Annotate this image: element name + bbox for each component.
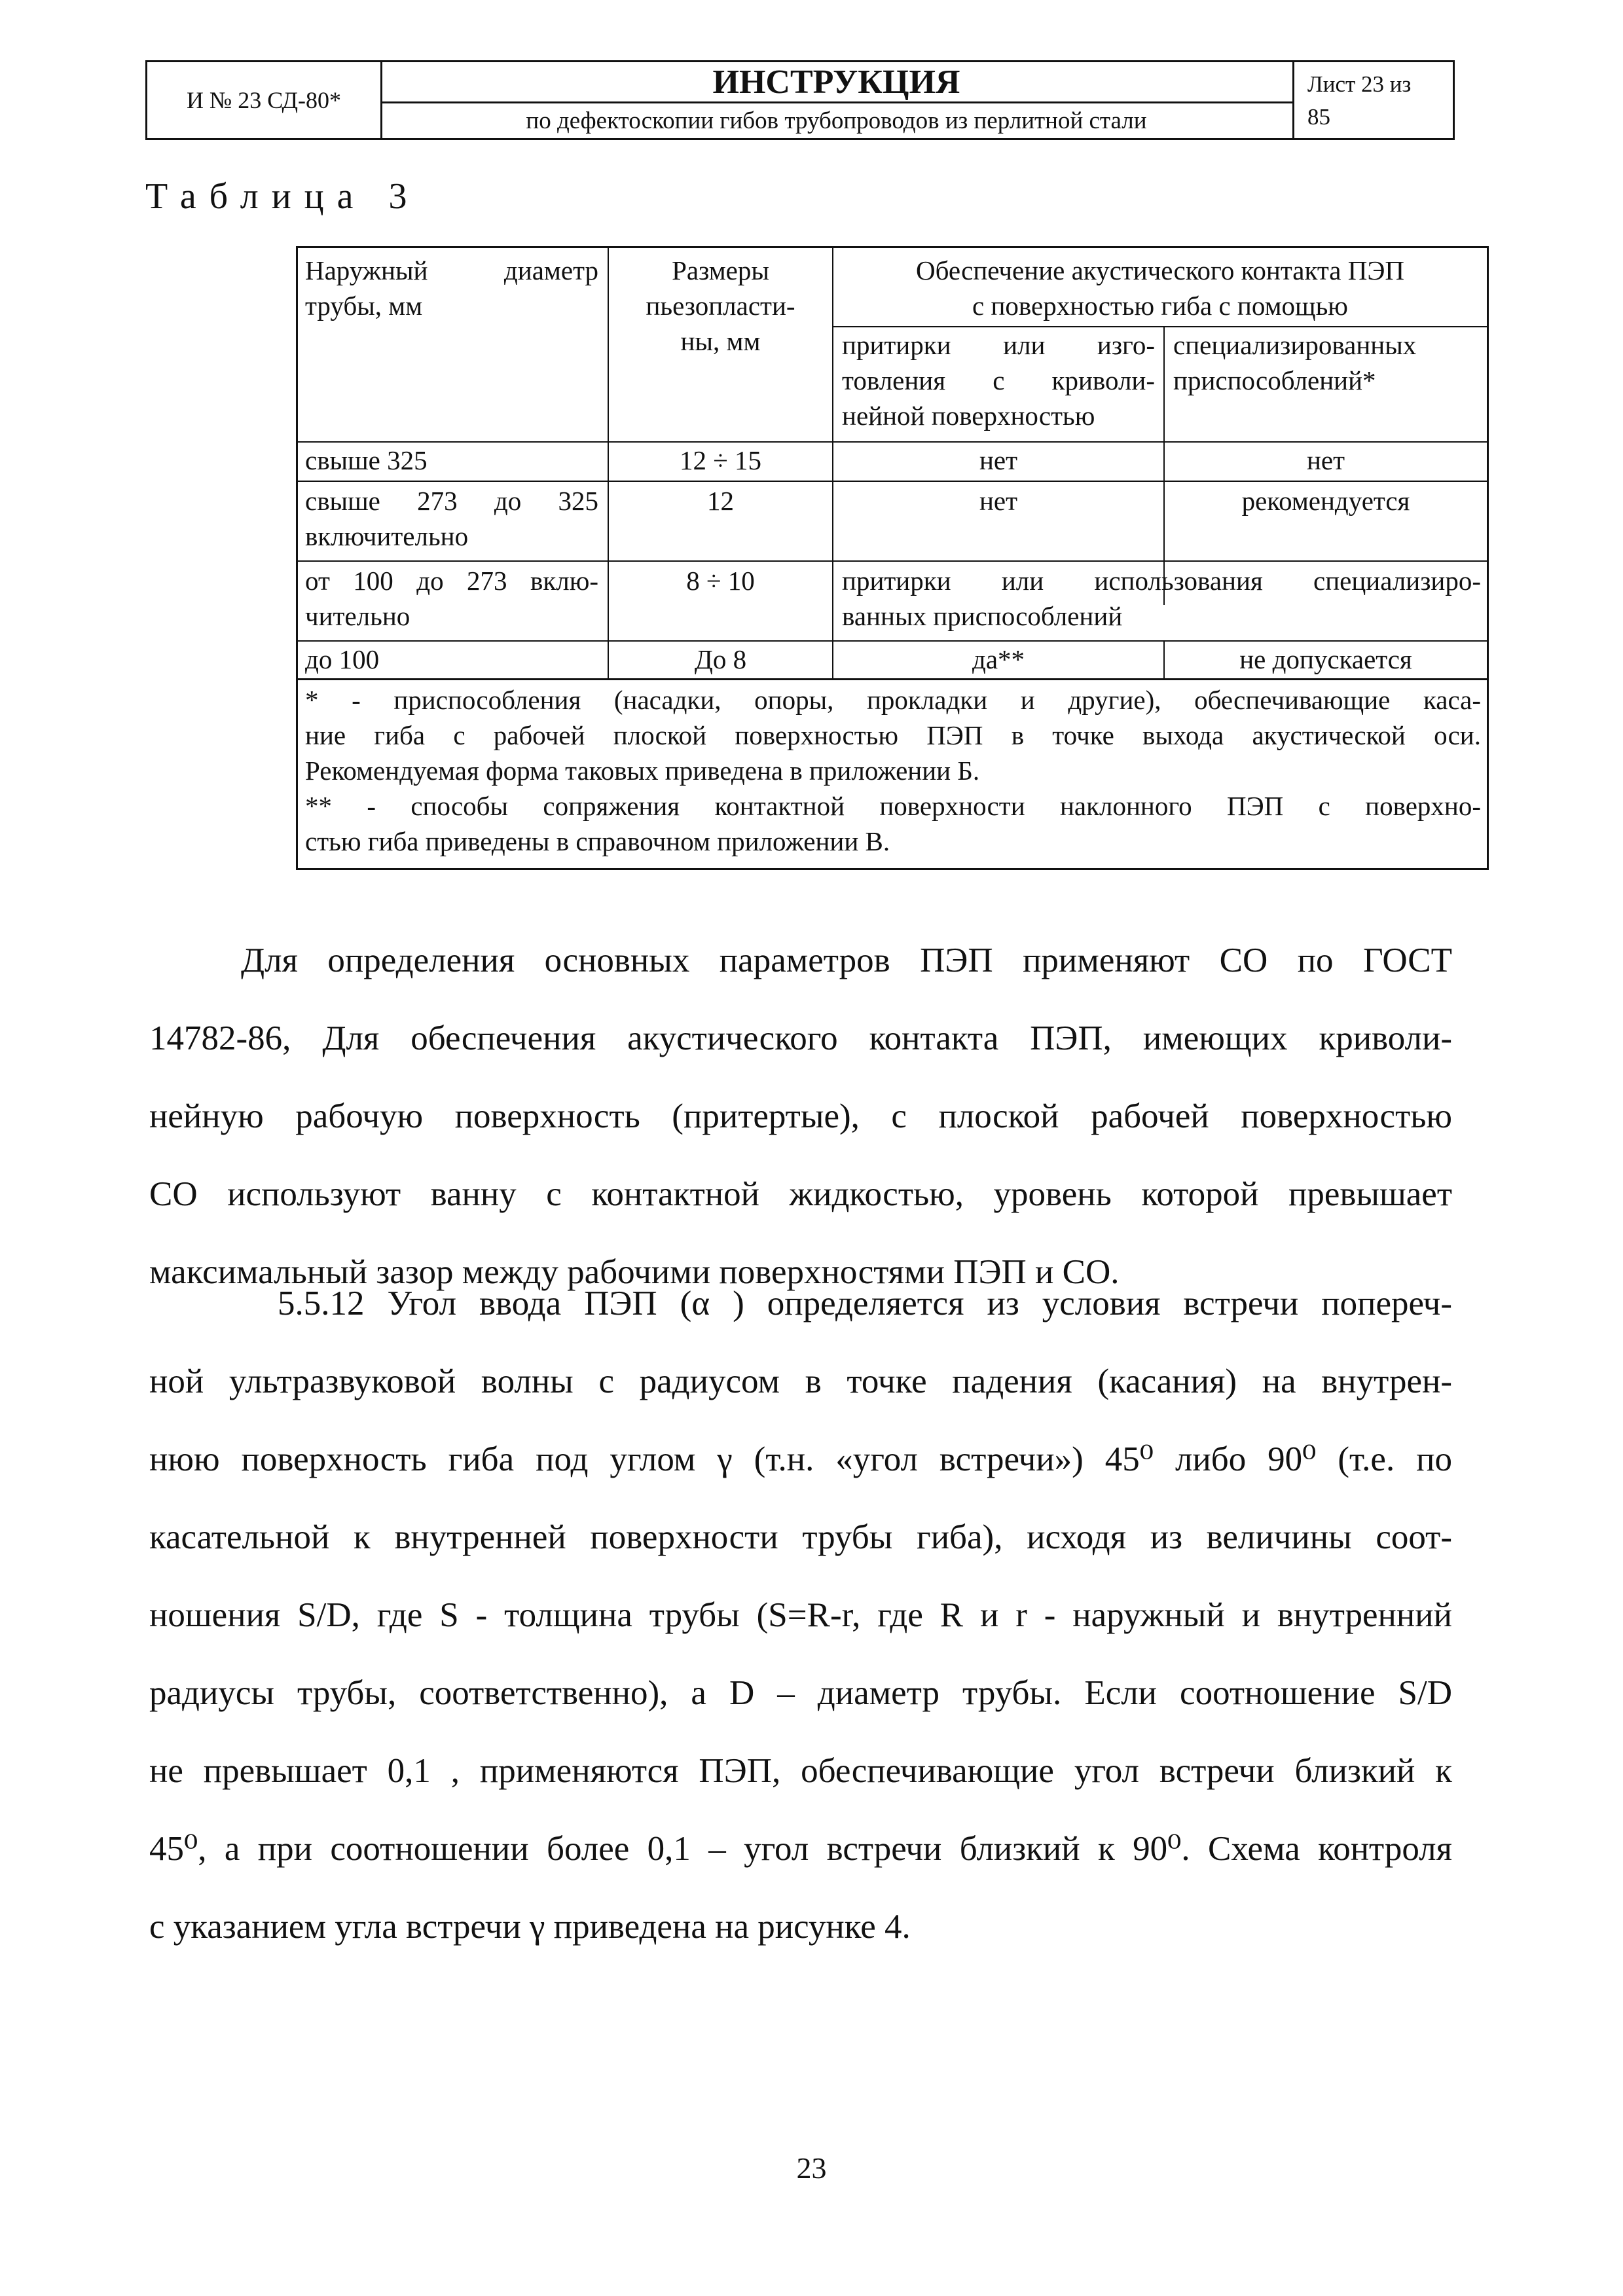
doc-subtitle: по дефектоскопии гибов трубопроводов из перлитной стали xyxy=(526,107,1147,134)
text-line: 14782-86, Для обеспечения акустического контакта ПЭП, имеющих криволи- xyxy=(149,1019,1452,1057)
cell-line: чительно xyxy=(305,601,410,631)
paragraph-2 xyxy=(149,1265,1452,1966)
text-line: 45⁰, а при соотношении более 0,1 – угол встречи близкий к 90⁰. Схема контроля xyxy=(149,1830,1452,1868)
text-line: с указанием угла встречи γ приведена на рисунке 4. xyxy=(149,1908,911,1946)
text-line: радиусы трубы, соответственно), а D – диаметр трубы. Если соотношение S/D xyxy=(149,1674,1452,1712)
row4-size: До 8 xyxy=(694,644,747,674)
header-cell-size xyxy=(609,253,832,359)
cell-line: свыше 273 до 325 xyxy=(305,486,598,516)
cell-line: товления с криволи- xyxy=(842,365,1155,395)
text-line: ной ультразвуковой волны с радиусом в точке падения (касания) на внутрен- xyxy=(149,1362,1452,1400)
table-row-divider xyxy=(296,481,1489,482)
row1-lapping: нет xyxy=(979,445,1018,475)
table-3 xyxy=(296,246,1489,870)
table-border-bottom xyxy=(296,868,1489,870)
cell-line: Наружный диаметр xyxy=(305,255,598,285)
cell-line: Обеспечение акустического контакта ПЭП xyxy=(915,255,1405,285)
header-cell-diameter-line2: трубы, мм xyxy=(305,291,423,321)
row1-diameter: свыше 325 xyxy=(305,445,428,475)
cell-line: ванных приспособлений xyxy=(842,601,1123,631)
header-cell-special xyxy=(1173,327,1481,398)
row2-special: рекомендуется xyxy=(1241,486,1410,516)
table-caption: Таблица 3 xyxy=(145,176,420,217)
text-line: нейную рабочую поверхность (притертые), с плоской рабочей поверхностью xyxy=(149,1097,1452,1135)
cell-line: специализированных xyxy=(1173,330,1417,360)
text-line: максимальный зазор между рабочими поверхностями ПЭП и СО. xyxy=(149,1253,1120,1291)
text-line: 5.5.12 Угол ввода ПЭП (α ) определяется из условия встречи попереч- xyxy=(278,1285,1452,1322)
document-header xyxy=(145,60,1455,140)
text-line: не превышает 0,1 , применяются ПЭП, обеспечивающие угол встречи близкий к xyxy=(149,1752,1452,1790)
row3-size: 8 ÷ 10 xyxy=(686,566,755,596)
text-line: Для определения основных параметров ПЭП применяют СО по ГОСТ xyxy=(241,941,1452,979)
table-border-right xyxy=(1487,246,1489,870)
cell-line: притирки или изго- xyxy=(842,330,1155,360)
header-cell-contact xyxy=(833,253,1487,323)
cell-line: от 100 до 273 вклю- xyxy=(305,566,598,596)
sheet-line-1: Лист 23 из xyxy=(1307,71,1412,97)
row4-special: не допускается xyxy=(1239,644,1412,674)
row4-lapping: да** xyxy=(972,644,1025,674)
table-border-top xyxy=(296,246,1489,248)
doc-title: ИНСТРУКЦИЯ xyxy=(380,62,1292,103)
footnote-line: ** - способы сопряжения контактной поверхности наклонного ПЭП с поверхно- xyxy=(305,791,1481,821)
row2-diameter xyxy=(305,483,598,554)
header-title-block xyxy=(380,62,1292,138)
doc-id: И № 23 СД-80* xyxy=(147,62,382,138)
footnote-line: Рекомендуемая форма таковых приведена в приложении Б. xyxy=(305,756,980,786)
table-row-divider xyxy=(296,560,1489,562)
cell-line: пьезопласти- xyxy=(646,291,795,321)
sheet-line-2: 85 xyxy=(1307,104,1330,130)
row3-diameter xyxy=(305,563,598,634)
table-footnote xyxy=(305,682,1481,859)
header-cell-lapping xyxy=(842,327,1155,433)
footnote-line: ние гиба с рабочей плоской поверхностью ПЭП в точке выхода акустической оси. xyxy=(305,720,1481,750)
cell-line: включительно xyxy=(305,521,469,551)
row3-merged xyxy=(842,563,1481,634)
text-line: СО используют ванну с контактной жидкостью, уровень которой превышает xyxy=(149,1175,1452,1213)
header-cell-diameter xyxy=(305,253,598,288)
cell-line: с поверхностью гиба с помощью xyxy=(972,291,1348,321)
text-line: касательной к внутренней поверхности трубы гиба), исходя из величины соот- xyxy=(149,1518,1452,1556)
paragraph-1 xyxy=(149,922,1452,1311)
cell-line: притирки или использования специализиро- xyxy=(842,566,1481,596)
text-line: нюю поверхность гиба под углом γ (т.н. «угол встречи») 45⁰ либо 90⁰ (т.е. по xyxy=(149,1440,1452,1478)
table-row-divider xyxy=(296,678,1489,680)
cell-line: приспособлений* xyxy=(1173,365,1376,395)
text-line: ношения S/D, где S - толщина трубы (S=R-r, где R и r - наружный и внутренний xyxy=(149,1596,1452,1634)
cell-line: нейной поверхностью xyxy=(842,401,1095,431)
row2-size: 12 xyxy=(707,486,734,516)
table-border-left xyxy=(296,246,298,870)
row1-size: 12 ÷ 15 xyxy=(679,445,761,475)
row1-special: нет xyxy=(1306,445,1345,475)
cell-line: ны, мм xyxy=(680,326,761,356)
row4-diameter: до 100 xyxy=(305,644,380,674)
footnote-line: стью гиба приведены в справочном приложении В. xyxy=(305,826,890,856)
row2-lapping: нет xyxy=(979,486,1018,516)
page-number: 23 xyxy=(796,2151,827,2185)
sheet-info xyxy=(1292,62,1455,138)
footnote-line: * - приспособления (насадки, опоры, прокладки и другие), обеспечивающие каса- xyxy=(305,685,1481,715)
cell-line: Размеры xyxy=(672,255,769,285)
